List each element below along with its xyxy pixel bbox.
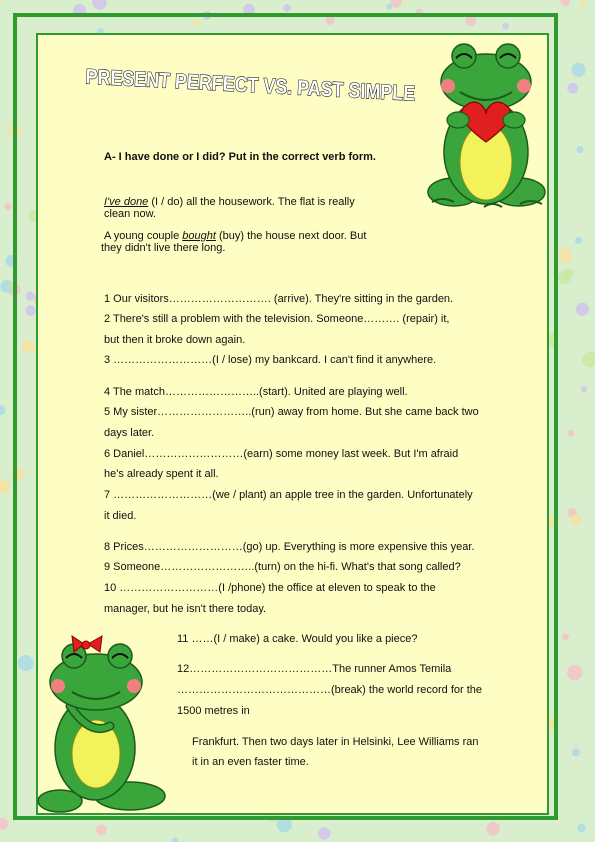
item-7-line-2: it died. [104,510,137,522]
instruction-text: A- I have done or I did? Put in the correct verb form. [104,151,376,163]
item-2-line-1: 2 There's still a problem with the television. Someone………. (repair) it, [104,313,450,325]
example-1-rest: (I / do) all the housework. The flat is really [148,196,355,208]
background-dot [92,0,106,10]
background-dot [562,633,569,640]
background-dot [486,822,500,836]
background-dot [283,4,291,12]
item-6-line-1: 6 Daniel………………………(earn) some money last week. But I'm afraid [104,448,459,460]
background-dot [579,1,586,8]
item-5-line-2: days later. [104,427,155,439]
background-dot [572,748,580,756]
background-dot [0,479,10,493]
background-dot [572,63,586,77]
background-dot [561,0,570,6]
background-dot [96,825,106,835]
frog-with-bow-icon [30,636,170,816]
frog-holding-heart-icon [424,42,549,217]
page-title-text: PRESENT PERFECT VS. PAST SIMPLE [84,65,473,109]
example-2-rest: (buy) the house next door. But [215,230,367,242]
item-5-line-1: 5 My sister……………………..(run) away from home. But she came back two [104,406,479,418]
item-12-line-2: ……………………………………(break) the world record for the [177,684,483,696]
item-6-line-2: he's already spent it all. [104,468,219,480]
background-dot [576,146,583,153]
background-dot [568,430,574,436]
background-dot [581,386,587,392]
example-2-prefix: A young couple [104,230,183,242]
example-1-answer: I've done [104,196,149,208]
page-title [80,65,473,110]
item-4-line-1: 4 The match……………………..(start). United are playing well. [104,386,408,398]
example-2-line-2: they didn't live there long. [101,242,226,254]
item-3-line-1: 3 ………………………(I / lose) my bankcard. I can't find it anywhere. [104,354,437,366]
item-7-line-1: 7 ………………………(we / plant) an apple tree in the garden. Unfortunately [104,489,473,501]
background-dot [582,352,595,368]
background-dot [4,203,11,210]
item-8-line-1: 8 Prices………………………(go) up. Everything is more expensive this year. [104,541,475,553]
background-dot [318,827,330,839]
background-dot [558,271,571,284]
example-1-line-2: clean now. [104,208,156,220]
item-10-line-1: 10 ………………………(I /phone) the office at eleven to speak to the [104,582,436,594]
background-dot [567,83,578,94]
item-12-line-4: Frankfurt. Then two days later in Helsinki, Lee Williams ran [192,736,479,748]
background-dot [577,824,586,833]
item-12-line-5: it in an even faster time. [192,756,309,768]
example-2-answer: bought [182,230,216,242]
background-dot [0,405,5,416]
item-10-line-2: manager, but he isn't there today. [104,603,267,615]
background-dot [567,665,582,680]
background-dot [0,818,8,830]
item-1-line-1: 1 Our visitors………………………. (arrive). They're sitting in the garden. [104,293,454,305]
item-11-line-1: 11 ……(I / make) a cake. Would you like a piece? [177,633,418,645]
background-dot [571,515,582,526]
item-12-line-3: 1500 metres in [177,705,250,717]
background-dot [576,303,589,316]
item-9-line-1: 9 Someone……………………..(turn) on the hi-fi. What's that song called? [104,561,461,573]
background-dot [172,838,178,842]
background-dot [575,237,582,244]
item-2-line-2: but then it broke down again. [104,334,246,346]
item-12-line-1: 12…………………………………The runner Amos Temila [177,663,452,675]
background-dot [557,248,572,263]
